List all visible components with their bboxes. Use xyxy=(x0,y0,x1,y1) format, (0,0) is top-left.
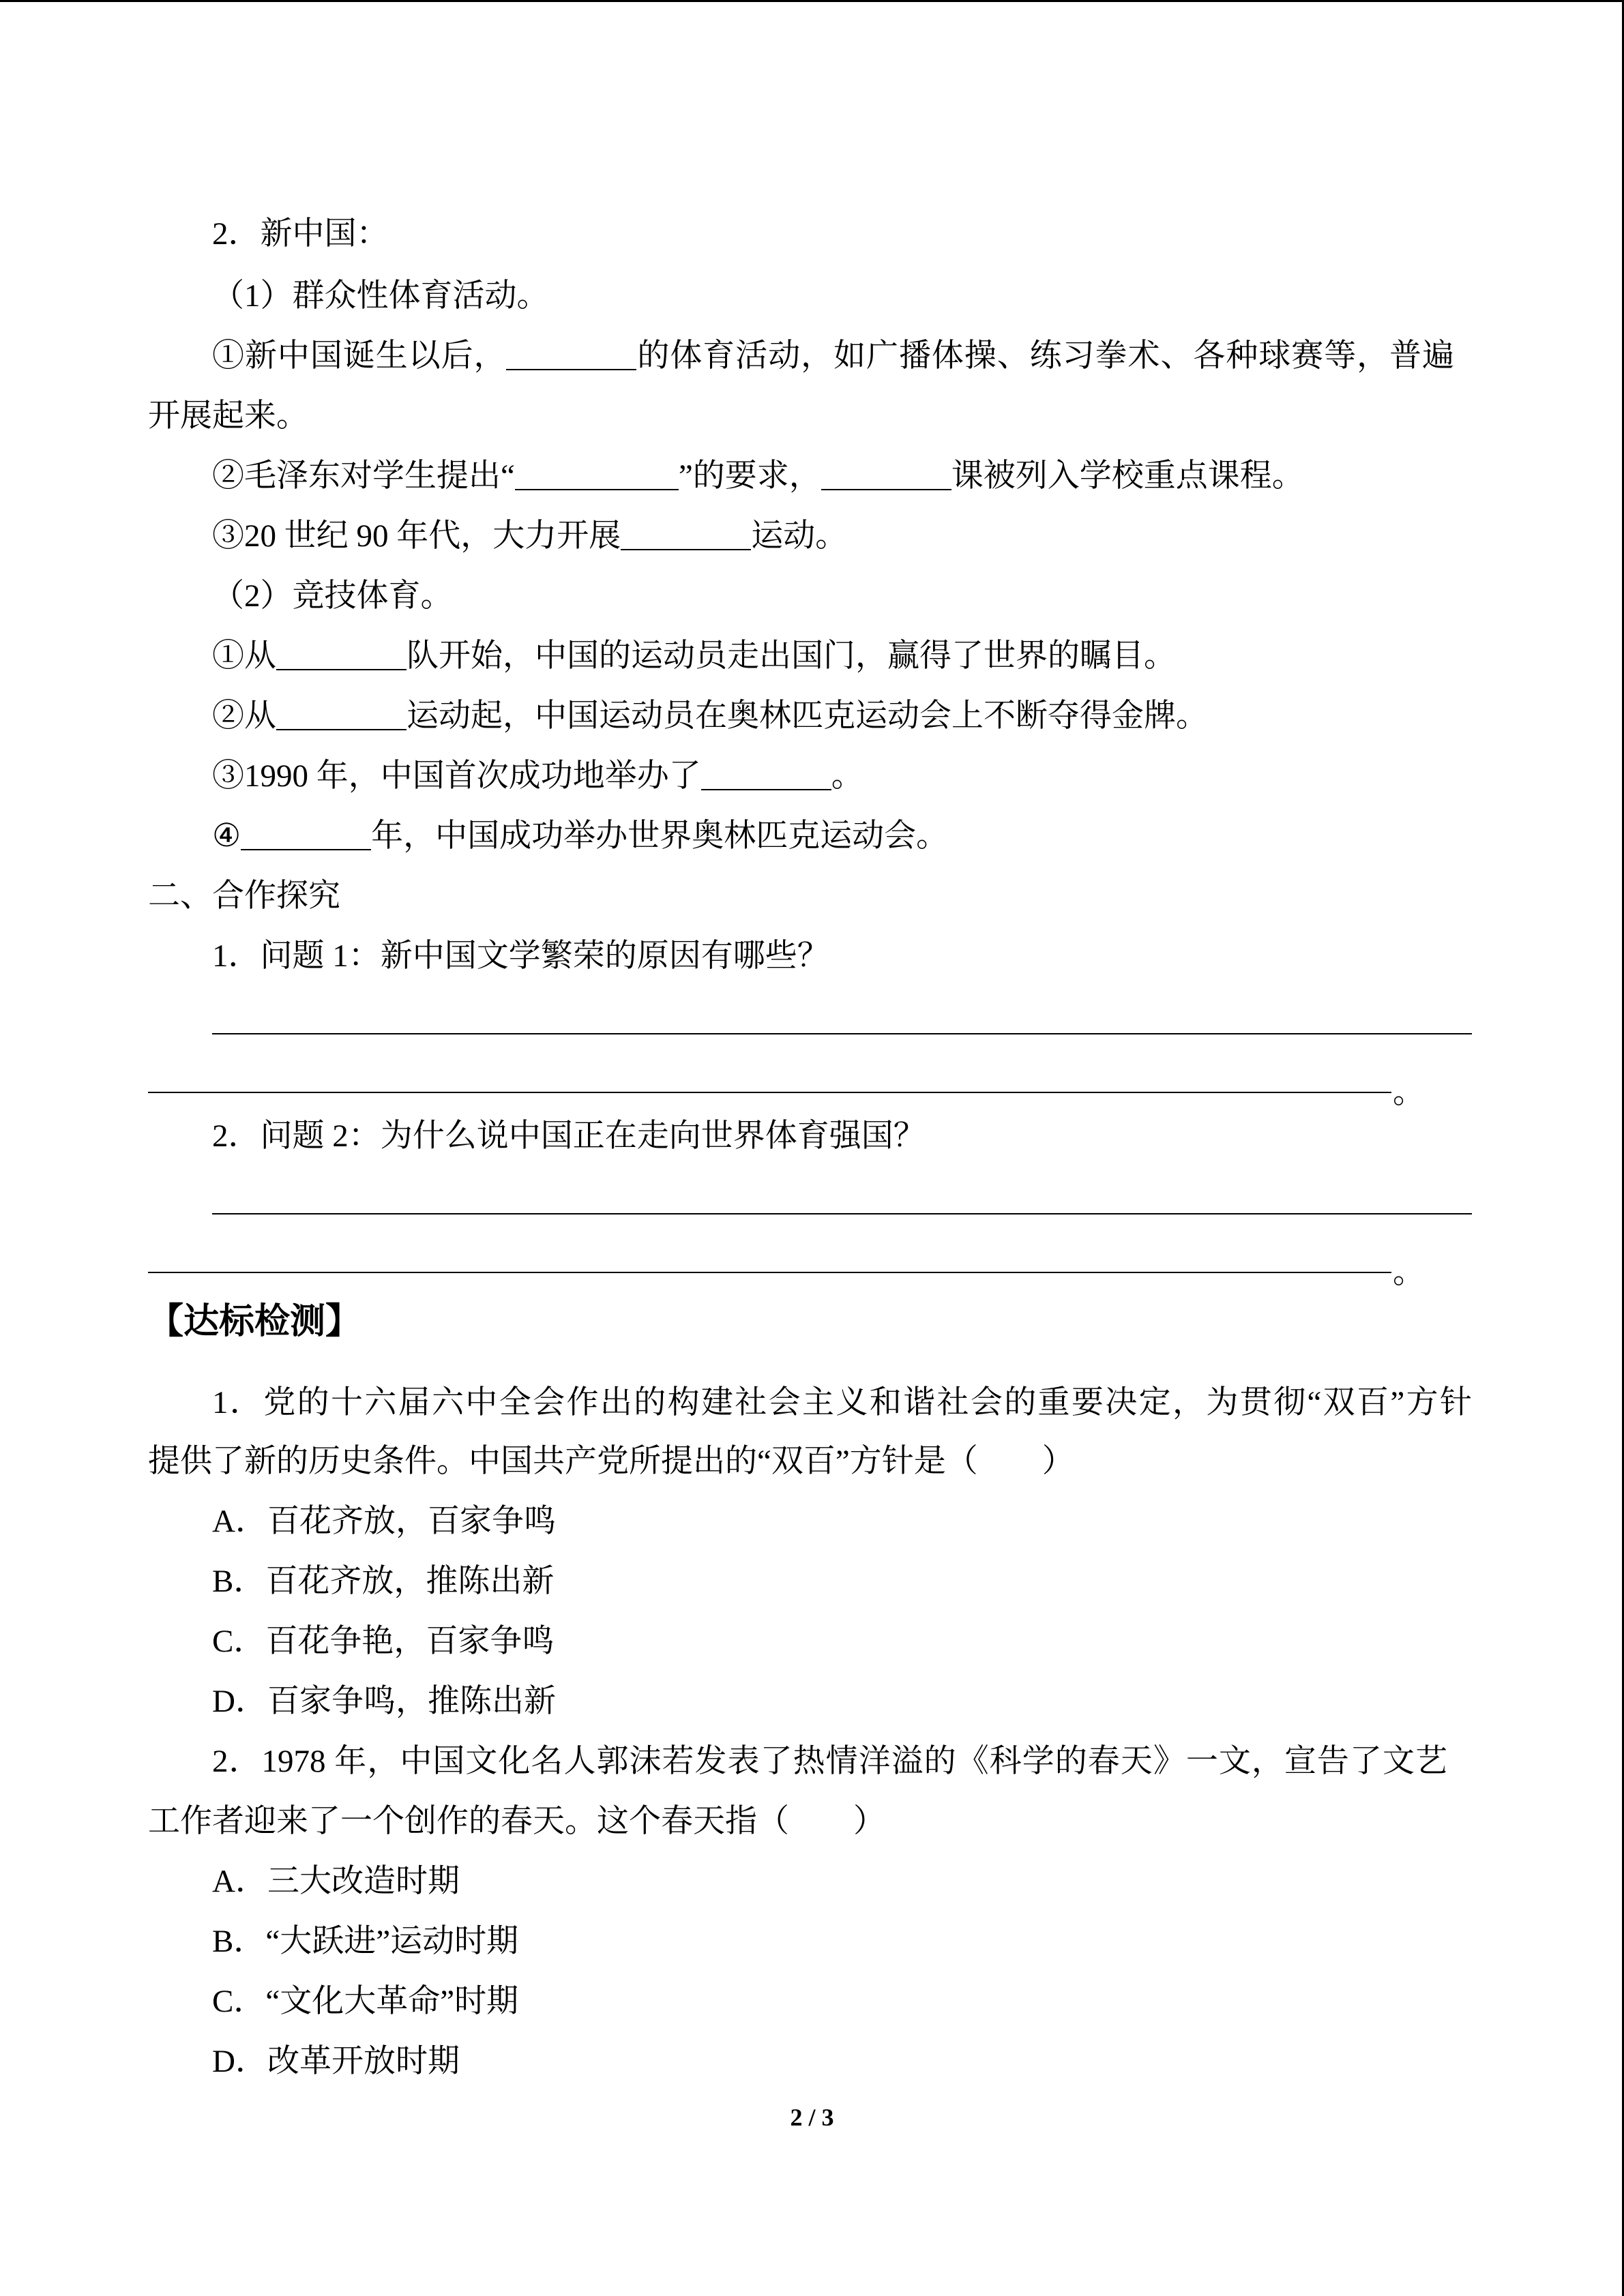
inquiry-question-2: 2．问题 2：为什么说中国正在走向世界体育强国？ xyxy=(212,1118,926,1154)
competitive-sports-heading: （2）竞技体育。 xyxy=(212,578,453,614)
page-border-top xyxy=(0,0,1624,2)
assessment-question-1-stem: 1．党的十六届六中全会作出的构建社会主义和谐社会的重要决定，为贯彻“双百”方针 xyxy=(212,1385,1472,1420)
item-text: ②从 xyxy=(212,698,276,734)
competitive-sports-item-1 xyxy=(212,636,1176,676)
option-d: D．百家争鸣，推陈出新 xyxy=(212,1684,556,1719)
item-text: 的体育活动，如广播体操、练习拳术、各种球赛等，普遍 xyxy=(636,338,1455,374)
mass-sports-item-1-continuation: 开展起来。 xyxy=(148,398,308,434)
option-b: B．百花齐放，推陈出新 xyxy=(212,1564,555,1599)
section-title-new-china: 2．新中国： xyxy=(212,216,389,252)
option-b: B．“大跃进”运动时期 xyxy=(212,1924,519,1959)
item-text: 队开始，中国的运动员走出国门，赢得了世界的瞩目。 xyxy=(407,638,1176,674)
competitive-sports-item-2 xyxy=(212,696,1208,736)
answer-blank xyxy=(515,489,679,490)
option-c: C．“文化大革命”时期 xyxy=(212,1984,519,2019)
answer-line xyxy=(212,1033,1472,1034)
item-text: 运动起，中国运动员在奥林匹克运动会上不断夺得金牌。 xyxy=(407,698,1208,734)
item-text: ④ xyxy=(212,818,241,854)
assessment-question-1-stem-continuation: 提供了新的历史条件。中国共产党所提出的“双百”方针是（ ） xyxy=(148,1444,1074,1479)
item-text: ③20 世纪 90 年代，大力开展 xyxy=(212,518,621,554)
competitive-sports-item-4 xyxy=(212,816,948,856)
answer-blank xyxy=(821,489,951,490)
option-d: D．改革开放时期 xyxy=(212,2044,460,2079)
answer-blank xyxy=(621,549,751,550)
inquiry-question-1: 1．问题 1：新中国文学繁荣的原因有哪些？ xyxy=(212,938,829,974)
page-number: 2 / 3 xyxy=(790,2104,834,2131)
answer-blank xyxy=(241,849,371,850)
option-a: A．三大改造时期 xyxy=(212,1864,460,1899)
answer-blank xyxy=(701,789,831,790)
competitive-sports-item-3 xyxy=(212,756,863,796)
answer-blank xyxy=(506,369,636,370)
item-text: 年，中国成功举办世界奥林匹克运动会。 xyxy=(371,818,949,854)
assessment-question-2-stem: 2．1978 年，中国文化名人郭沫若发表了热情洋溢的《科学的春天》一文，宣告了文艺 xyxy=(212,1744,1447,1779)
answer-line xyxy=(148,1092,1391,1093)
item-text: 运动。 xyxy=(751,518,848,554)
answer-blank xyxy=(276,729,407,730)
item-text: ①从 xyxy=(212,638,276,674)
answer-blank xyxy=(276,669,407,670)
mass-sports-heading: （1）群众性体育活动。 xyxy=(212,278,549,314)
cooperative-inquiry-heading: 二、合作探究 xyxy=(148,878,340,914)
answer-line xyxy=(212,1213,1472,1214)
option-a: A．百花齐放，百家争鸣 xyxy=(212,1504,556,1539)
mass-sports-item-2 xyxy=(212,456,1304,496)
item-text: ”的要求， xyxy=(678,458,821,494)
option-c: C．百花争艳，百家争鸣 xyxy=(212,1624,555,1659)
mass-sports-item-3 xyxy=(212,516,847,556)
item-text: 课被列入学校重点课程。 xyxy=(951,458,1304,494)
mass-sports-item-1 xyxy=(212,336,1454,376)
answer-end-mark: 。 xyxy=(1393,1255,1425,1290)
answer-line xyxy=(148,1272,1391,1273)
item-text: 。 xyxy=(831,758,863,794)
answer-end-mark: 。 xyxy=(1393,1075,1425,1110)
assessment-heading: 【达标检测】 xyxy=(148,1302,361,1341)
item-text: ①新中国诞生以后， xyxy=(212,338,507,374)
item-text: ③1990 年，中国首次成功地举办了 xyxy=(212,758,701,794)
assessment-question-2-stem-continuation: 工作者迎来了一个创作的春天。这个春天指（ ） xyxy=(148,1804,885,1839)
item-text: ②毛泽东对学生提出“ xyxy=(212,458,515,494)
